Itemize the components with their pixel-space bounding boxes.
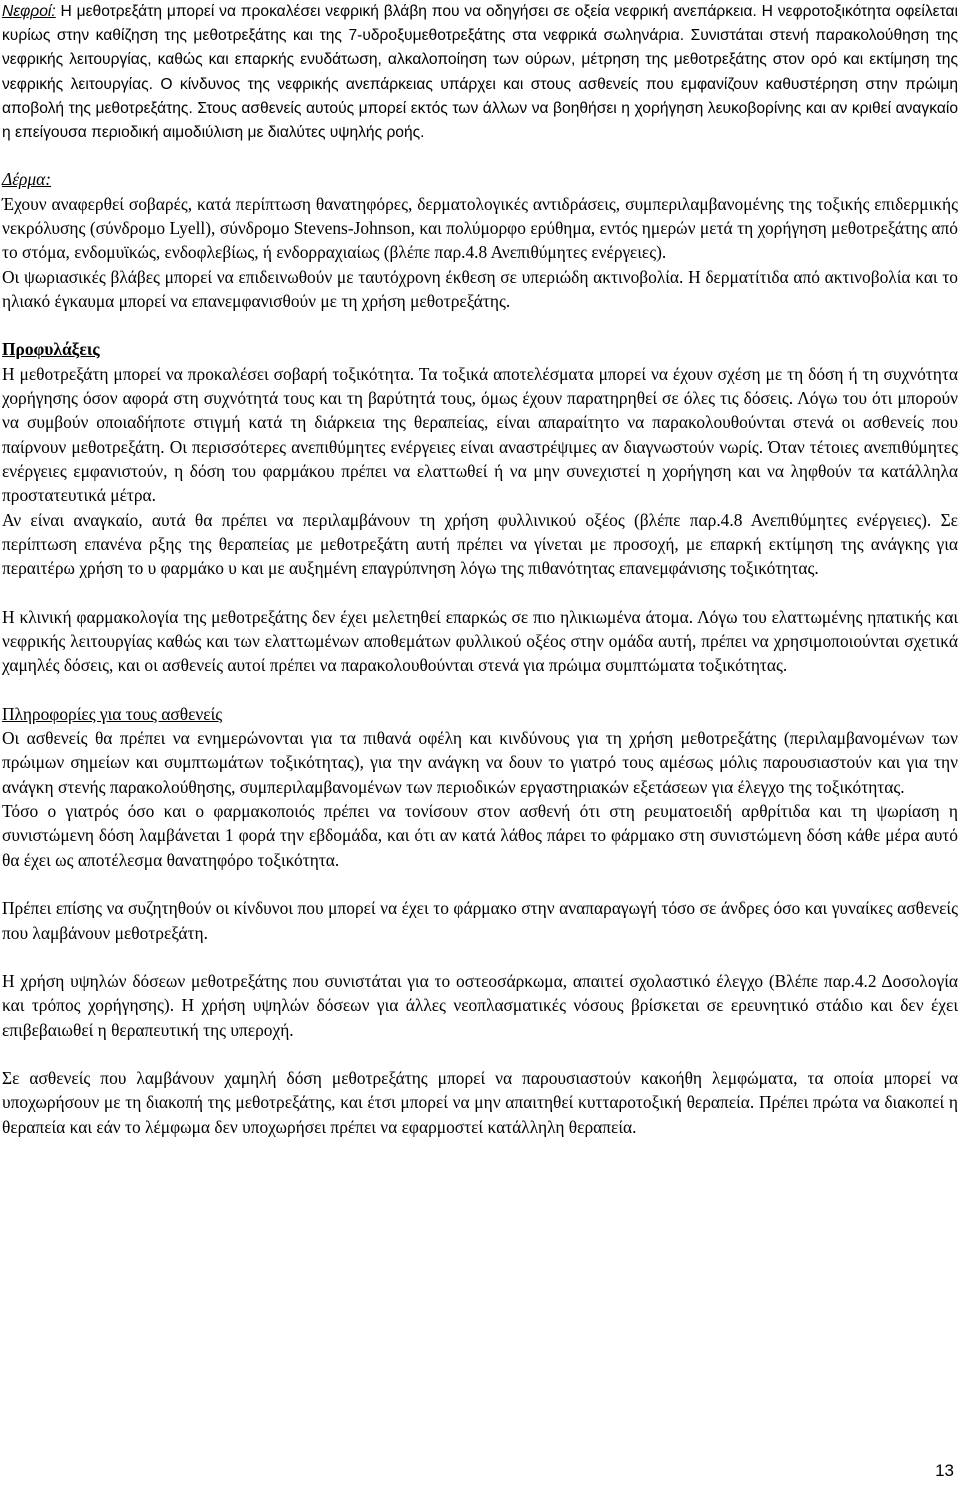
patient-info-heading: Πληροφορίες για τους ασθενείς <box>2 703 223 724</box>
spacer <box>2 872 958 896</box>
skin-paragraph-2: Οι ψωριασικές βλάβες μπορεί να επιδεινωθούν με ταυτόχρονη έκθεση σε υπεριώδη ακτινοβολία. Η δερματίτιδα από ακτινοβολία και το ηλιακό έγκαυμα μπορεί να επανεμφανισθούν με τη χρήση μεθοτρεξάτης. <box>2 266 958 311</box>
skin-heading: Δέρμα: <box>2 169 52 190</box>
precautions-paragraph-2: Αν είναι αναγκαίο, αυτά θα πρέπει να περιλαμβάνουν τη χρήση φυλλινικού οξέος (βλέπε παρ.4.8 Ανεπιθύμητες ενέργειες). Σε περίπτωση επανένα ρξης της θεραπείας με μεθοτρεξάτη αυτή πρέπει να γίνεται με προσοχή, με επαρκή εκτίμηση της ανάγκης για περαιτέρω χρήση το υ φαρμάκο υ και με αυξημένη επαγρύπνηση λόγω της πιθανότητας επανεμφάνισης τοξικότητας. <box>2 509 958 579</box>
renal-heading: Νεφροί: <box>2 3 56 20</box>
precautions-paragraph-3: Η κλινική φαρμακολογία της μεθοτρεξάτης δεν έχει μελετηθεί επαρκώς σε πιο ηλικιωμένα άτομα. Λόγω του ελαττωμένης ηπατικής και νεφρικής λειτουργίας καθώς και των ελαττωμένων αποθεμάτων φυλλικού οξέος στην ομάδα αυτή, πρέπει να χρησιμοποιούνται σχετικά χαμηλές δόσεις, και οι ασθενείς αυτοί πρέπει να παρακολουθούνται στενά για πρώιμα συμπτώματα τοξικότητας. <box>2 606 958 676</box>
spacer <box>2 678 960 702</box>
patient-info-paragraph-2: Τόσο ο γιατρός όσο και ο φαρμακοποιός πρέπει να τονίσουν στον ασθενή ότι στη ρευματοειδή αρθρίτιδα και τη ψωρίαση η συνιστώμενη δόση λαμβάνεται 1 φορά την εβδομάδα, και ότι αν κατά λάθος πάρει το φάρμακο στη συνιστώμενη δόση κάθε μέρα αυτό θα έχει ως αποτέλεσμα θανατηφόρο τοξικότητα. <box>2 801 958 870</box>
patient-info-paragraph-5: Σε ασθενείς που λαμβάνουν χαμηλή δόση μεθοτρεξάτης μπορεί να παρουσιαστούν κακοήθη λεμφώματα, τα οποία μπορεί να υποχωρήσουν με τη διακοπή της μεθοτρεξάτης, και έτσι μπορεί να μην απαιτηθεί κυτταροτοξική θεραπεία. Πρέπει πρώτα να διακοπεί η θεραπεία και εάν το λέμφωμα δεν υποχωρήσει πρέπει να εφαρμοστεί κατάλληλη θεραπεία. <box>2 1067 958 1137</box>
precautions-heading: Προφυλάξεις <box>2 339 100 360</box>
page-number: 13 <box>935 1461 954 1480</box>
spacer <box>2 945 958 969</box>
renal-text: Η μεθοτρεξάτη μπορεί να προκαλέσει νεφρική βλάβη που να οδηγήσει σε οξεία νεφρική ανεπάρκεια. Η νεφροτοξικότητα οφείλεται κυρίως στην καθίζηση της μεθοτρεξάτης και της 7-υδροξυμεθοτρεξάτης στα νεφρικά σωληνάρια. Συνιστάται στενή παρακολούθηση της νεφρικής λειτουργίας, καθώς και επαρκής ενυδάτωση, αλκαλοποίηση των ούρων, μέτρηση της μεθοτρεξάτης στον ορό και εκτίμηση της νεφρικής λειτουργίας. Ο κίνδυνος της νεφρικής ανεπάρκειας υπάρχει και στους ασθενείς που εμφανίζουν καθυστέρηση στην πρώιμη αποβολή της μεθοτρεξάτης. Στους ασθενείς αυτούς μπορεί εκτός των άλλων να βοηθήσει η χορήγηση λευκοβορίνης και αν κριθεί αναγκαίο η επείγουσα περιοδική αιμοδιύλιση με διαλύτες υψηλής ροής. <box>2 3 958 142</box>
renal-section <box>2 0 958 145</box>
patient-info-paragraph-1: Οι ασθενείς θα πρέπει να ενημερώνονται για τα πιθανά οφέλη και κινδύνους για τη χρήση μεθοτρεξάτης (περιλαμβανομένων των πρώιμων σημείων και συμπτωμάτων τοξικότητας), για την ανάγκη να δουν το γιατρό τους αμέσως μόλις παρουσιαστούν και για την ανάγκη στενής παρακολούθησης, συμπεριλαμβανομένων των περιοδικών εργαστηριακών εξετάσεων για έλεγχο της τοξικότητας. <box>2 728 958 797</box>
skin-section <box>2 167 958 313</box>
spacer <box>2 145 960 167</box>
renal-paragraph <box>2 0 958 145</box>
precautions-section <box>2 337 958 677</box>
patient-info-paragraph-4: Η χρήση υψηλών δόσεων μεθοτρεξάτης που συνιστάται για το οστεοσάρκωμα, απαιτεί σχολαστικό έλεγχο (Βλέπε παρ.4.2 Δοσολογία και τρόπος χορήγησης). Η χρήση υψηλών δόσεων για άλλες νεοπλασματικές νόσους βρίσκεται σε ερευνητικό στάδιο και δεν έχει επιβεβαιωθεί η θεραπευτική της υπεροχή. <box>2 970 958 1040</box>
spacer <box>2 313 960 337</box>
patient-info-paragraph-3: Πρέπει επίσης να συζητηθούν οι κίνδυνοι που μπορεί να έχει το φάρμακο στην αναπαραγωγή τόσο σε άνδρες όσο και γυναίκες ασθενείς που λαμβάνουν μεθοτρεξάτη. <box>2 898 958 943</box>
patient-info-section <box>2 702 958 1139</box>
spacer <box>2 1042 958 1066</box>
skin-paragraph-1: Έχουν αναφερθεί σοβαρές, κατά περίπτωση θανατηφόρες, δερματολογικές αντιδράσεις, συμπεριλαμβανομένης της τοξικής επιδερμικής νεκρόλυσης (σύνδρομο Lyell), σύνδρομο Stevens-Johnson, και πολύμορφο ερύθημα, εντός ημερών μετά τη χορήγηση μεθοτρεξάτης από το στόμα, ενδομυϊκώς, ενδοφλεβίως, ή ενδορραχιαίως (βλέπε παρ.4.8 Ανεπιθύμητες ενέργειες). <box>2 193 958 263</box>
spacer <box>2 581 958 605</box>
precautions-paragraph-1: Η μεθοτρεξάτη μπορεί να προκαλέσει σοβαρή τοξικότητα. Τα τοξικά αποτελέσματα μπορεί να έχουν σχέση με τη δόση ή τη συχνότητα χορήγησης όσον αφορά στη συχνότητά τους και τη βαρύτητά τους, όμως έχουν παρατηρηθεί σε όλες τις δόσεις. Λόγω του ότι μπορούν να συμβούν οποιαδήποτε στιγμή κατά τη διάρκεια της θεραπείας, είναι απαραίτητο να παρακολουθούνται στενά οι ασθενείς που παίρνουν μεθοτρεξάτη. Οι περισσότερες ανεπιθύμητες ενέργειες είναι αναστρέψιμες αν διαγνωστούν νωρίς. Όταν τέτοιες ανεπιθύμητες ενέργειες εμφανιστούν, η δόση του φαρμάκου πρέπει να ελαττωθεί ή να μην συνεχιστεί η χορήγηση και να ληφθούν τα κατάλληλα προστατευτικά μέτρα. <box>2 363 958 506</box>
